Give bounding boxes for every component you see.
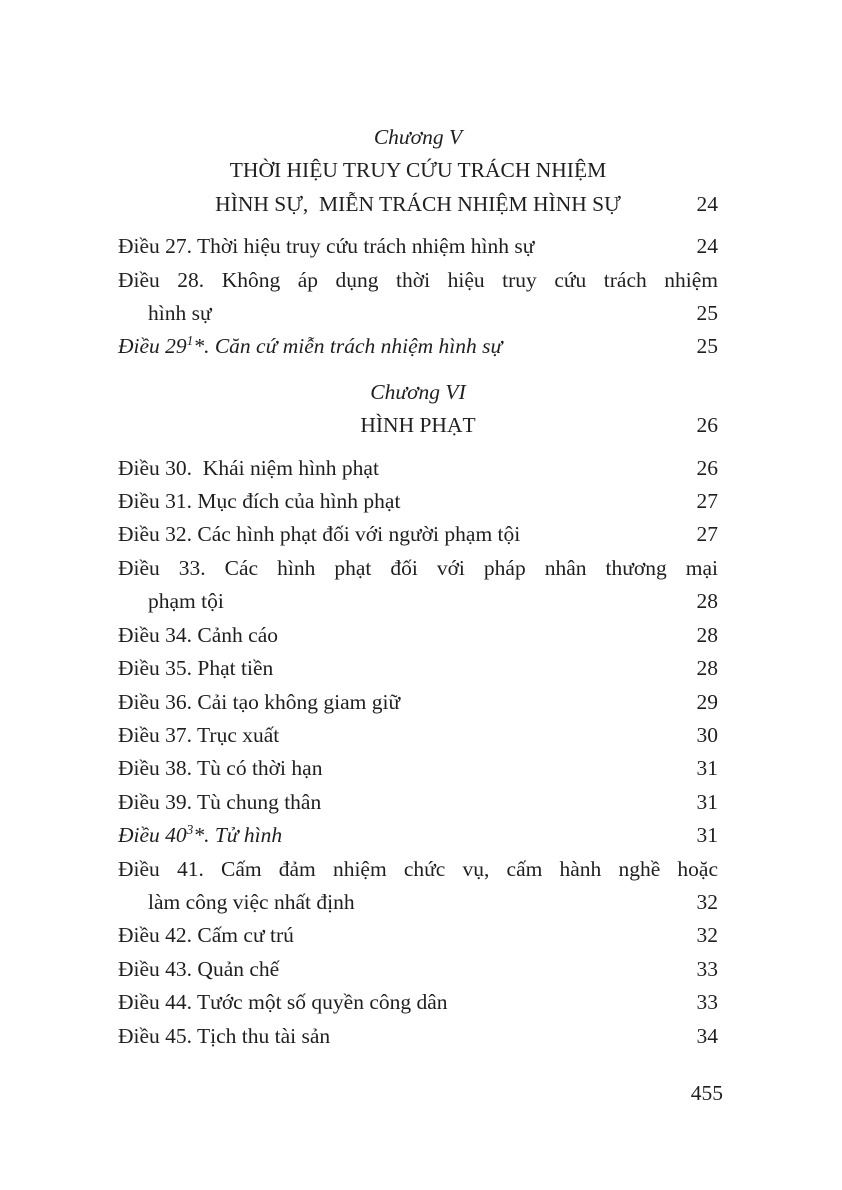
entry-text-segment: *. Căn cứ miễn trách nhiệm hình sự [193, 334, 503, 359]
entry-superscript: 3 [186, 821, 194, 837]
toc-entry-row [118, 886, 718, 919]
toc-entry-label [118, 652, 273, 685]
entry-text-segment: Điều 34. Cảnh cáo [118, 622, 279, 647]
entry-text-segment: Điều 45. Tịch thu tài sản [118, 1023, 331, 1048]
toc-entries [118, 230, 718, 364]
entry-text-segment: Điều 29 [118, 334, 187, 359]
toc-entries [118, 452, 718, 1053]
toc-entry-label [118, 619, 278, 652]
entry-text-segment: Điều 27. Thời hiệu truy cứu trách nhiệm hình sự [118, 234, 535, 259]
toc-entry-label [118, 452, 379, 485]
toc-entry-page: 31 [696, 823, 718, 848]
toc-entry-label [118, 330, 502, 363]
toc-entry-row [118, 485, 718, 518]
entry-text-segment: Điều 38. Tù có thời hạn [118, 756, 323, 781]
toc-entry-label [118, 953, 279, 986]
toc-entry-row [118, 819, 718, 852]
chapter-title-line: THỜI HIỆU TRUY CỨU TRÁCH NHIỆM [229, 158, 607, 183]
entry-text-segment: Điều 30. Khái niệm hình phạt [118, 455, 379, 480]
toc-entry-row [118, 953, 718, 986]
page-folio: 455 [690, 1081, 723, 1105]
toc-entry-page: 33 [696, 956, 718, 981]
entry-text-segment: Điều 37. Trục xuất [118, 722, 280, 747]
entry-text-segment: Điều 44. Tước một số quyền công dân [118, 990, 448, 1015]
entry-text-segment: Điều 32. Các hình phạt đối với người phạm tội [118, 522, 521, 547]
toc-entry-row [118, 1020, 718, 1053]
toc-entry-label [118, 986, 448, 1019]
toc-entry-page: 33 [696, 990, 718, 1015]
toc-entry-page: 26 [696, 455, 718, 480]
toc-section [118, 121, 718, 364]
toc-entry-row [118, 652, 718, 685]
toc-entry-row [118, 297, 718, 330]
toc-entry-row [118, 330, 718, 363]
toc-entry-row [118, 719, 718, 752]
toc-entry-page: 27 [696, 489, 718, 514]
entry-text-segment: Điều 28. Không áp dụng thời hiệu truy cứu trách nhiệm [118, 267, 718, 292]
toc-entry-continuation: làm công việc nhất định [148, 889, 355, 914]
toc-entry-label [118, 485, 400, 518]
toc-entry-page: 27 [696, 522, 718, 547]
toc-entry-row [118, 619, 718, 652]
entry-text-segment: Điều 36. Cải tạo không giam giữ [118, 689, 401, 714]
toc-entry-row [118, 986, 718, 1019]
toc-entry-row [118, 786, 718, 819]
entry-superscript: 1 [186, 333, 194, 349]
toc-entry-page: 30 [696, 722, 718, 747]
entry-text-segment: Điều 41. Cấm đảm nhiệm chức vụ, cấm hành nghề hoặc [118, 856, 718, 881]
toc-entry-row [118, 518, 718, 551]
toc-entry-page: 31 [696, 789, 718, 814]
chapter-label: Chương V [373, 125, 463, 149]
toc-entry-line1 [118, 264, 718, 297]
entry-text-segment: Điều 31. Mục đích của hình phạt [118, 489, 401, 514]
toc-entry-label [118, 719, 279, 752]
toc-entry-row [118, 686, 718, 719]
toc-entry-page: 29 [696, 689, 718, 714]
toc-entry-label [118, 230, 534, 263]
toc-entry-label [118, 752, 322, 785]
toc-entry-page: 24 [696, 234, 718, 259]
toc-entry-label [118, 686, 400, 719]
entry-text-segment: Điều 39. Tù chung thân [118, 789, 322, 814]
toc-entry-page: 32 [696, 923, 718, 948]
toc-entry-row [118, 452, 718, 485]
entry-text-segment: *. Tử hình [193, 823, 283, 848]
toc-entry-row [118, 919, 718, 952]
toc-entry-line1 [118, 853, 718, 886]
toc-entry-page: 25 [696, 301, 718, 326]
chapter-title-page-ref: 24 [696, 191, 718, 216]
toc-entry-row [118, 752, 718, 785]
toc-entry-page: 31 [696, 756, 718, 781]
toc-entry-label [118, 786, 321, 819]
entry-text-segment: Điều 33. Các hình phạt đối với pháp nhân thương mại [118, 555, 718, 580]
chapter-title [118, 154, 718, 221]
chapter-label: Chương VI [370, 379, 466, 404]
toc-entry-label [118, 518, 520, 551]
toc-section [118, 376, 718, 1053]
toc-entry-continuation: phạm tội [148, 589, 224, 614]
toc-entry-page: 25 [696, 334, 718, 359]
toc-entry-page: 28 [696, 656, 718, 681]
toc-entry-label [118, 819, 282, 852]
chapter-title-line: HÌNH SỰ, MIỄN TRÁCH NHIỆM HÌNH SỰ [215, 191, 621, 216]
entry-text-segment: Điều 43. Quản chế [118, 956, 280, 981]
toc-entry-page: 34 [696, 1023, 718, 1048]
toc-entry-page: 32 [696, 889, 718, 914]
toc-entry-line1 [118, 552, 718, 585]
toc-entry-label [118, 919, 294, 952]
table-of-contents [118, 121, 718, 1053]
chapter-title [118, 409, 718, 442]
entry-text-segment: Điều 40 [118, 823, 187, 848]
toc-entry-row [118, 230, 718, 263]
chapter-title-line: HÌNH PHẠT [360, 413, 476, 438]
toc-entry-page: 28 [696, 589, 718, 614]
toc-entry-label [118, 1020, 330, 1053]
entry-text-segment: Điều 42. Cấm cư trú [118, 923, 294, 948]
toc-entry-continuation: hình sự [148, 301, 212, 326]
chapter-title-page-ref: 26 [696, 413, 718, 438]
toc-entry-page: 28 [696, 622, 718, 647]
toc-entry-row [118, 585, 718, 618]
entry-text-segment: Điều 35. Phạt tiền [118, 656, 274, 681]
